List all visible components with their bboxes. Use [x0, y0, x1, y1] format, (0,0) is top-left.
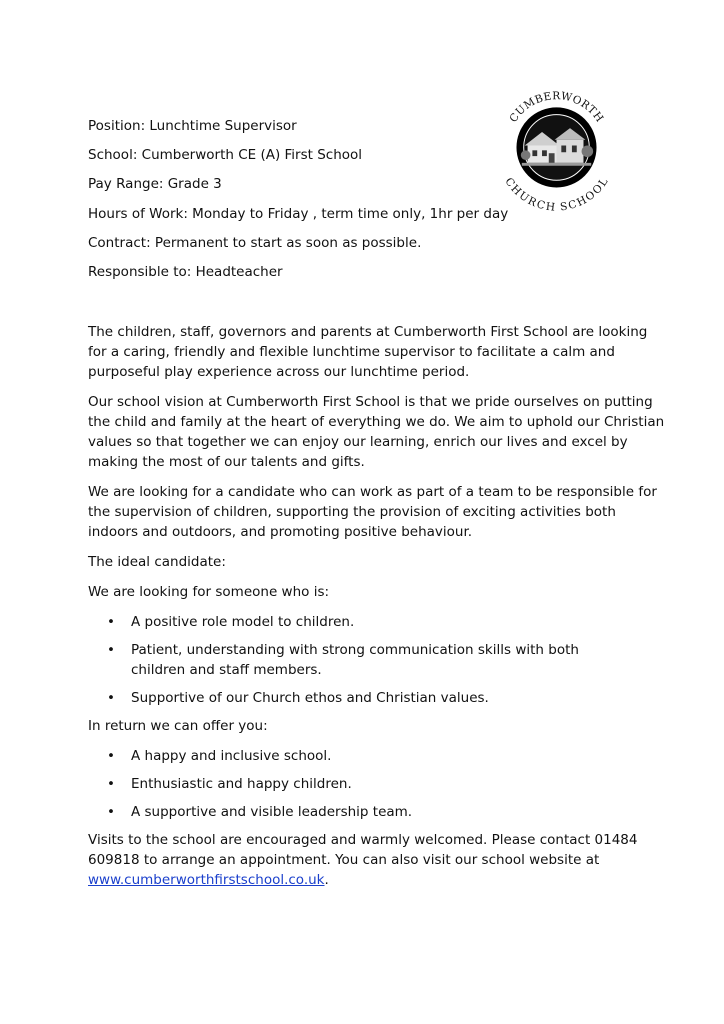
- logo-bottom-text: CHURCH SCHOOL: [502, 175, 611, 213]
- school-website-link[interactable]: www.cumberworthfirstschool.co.uk: [88, 872, 325, 888]
- logo-top-text: CUMBERWORTH: [507, 90, 606, 125]
- bullet-icon: •: [107, 776, 115, 792]
- list-item: • Supportive of our Church ethos and Christian values.: [107, 690, 489, 706]
- someone-heading: We are looking for someone who is:: [88, 584, 330, 600]
- offers-list: [88, 746, 668, 822]
- bullet-icon: •: [107, 748, 115, 764]
- visits-paragraph: [88, 830, 668, 890]
- ideal-candidate-heading: The ideal candidate:: [88, 554, 226, 570]
- school-line: School: Cumberworth CE (A) First School: [88, 147, 363, 164]
- role-paragraph: We are looking for a candidate who can work as part of a team to be responsible for the supervision of children, supporting the provision of exciting activities both indoors and outdoors, and promoting positive behaviour.: [88, 484, 657, 540]
- intro-paragraph: The children, staff, governors and parents at Cumberworth First School are looking for a caring, friendly and flexible lunchtime supervisor to facilitate a calm and purposeful play experience across our lunchtime period.: [88, 324, 648, 380]
- vision-paragraph: Our school vision at Cumberworth First School is that we pride ourselves on putting the child and family at the heart of everything we do. We aim to uphold our Christian values so that together we can enjoy our learning, enrich our lives and excel by making the most of our talents and gifts.: [88, 394, 665, 470]
- bullet-icon: •: [107, 642, 115, 658]
- list-item: • A positive role model to children.: [107, 614, 355, 630]
- advert-body: [88, 322, 668, 900]
- list-item: • Enthusiastic and happy children.: [107, 776, 352, 792]
- list-item: • A happy and inclusive school.: [107, 748, 332, 764]
- contract-line: Contract: Permanent to start as soon as possible.: [88, 234, 422, 251]
- offer-heading: In return we can offer you:: [88, 718, 268, 734]
- responsible-line: Responsible to: Headteacher: [88, 263, 283, 280]
- job-details: [88, 117, 548, 292]
- bullet-icon: •: [107, 690, 115, 706]
- end-period: .: [324, 872, 329, 888]
- qualities-list: [88, 612, 668, 708]
- bullet-icon: •: [107, 614, 115, 630]
- visits-text: Visits to the school are encouraged and warmly welcomed. Please contact 01484 609818 to arrange an appointment. You can also visit our school website at: [88, 832, 638, 868]
- position-line: Position: Lunchtime Supervisor: [88, 118, 297, 134]
- pay-range-line: Pay Range: Grade 3: [88, 176, 222, 193]
- list-item: • A supportive and visible leadership team.: [107, 804, 413, 820]
- bullet-icon: •: [107, 804, 115, 820]
- list-item: • Patient, understanding with strong communication skills with both children and staff members.: [107, 642, 579, 678]
- hours-line: Hours of Work: Monday to Friday , term time only, 1hr per day: [88, 205, 509, 222]
